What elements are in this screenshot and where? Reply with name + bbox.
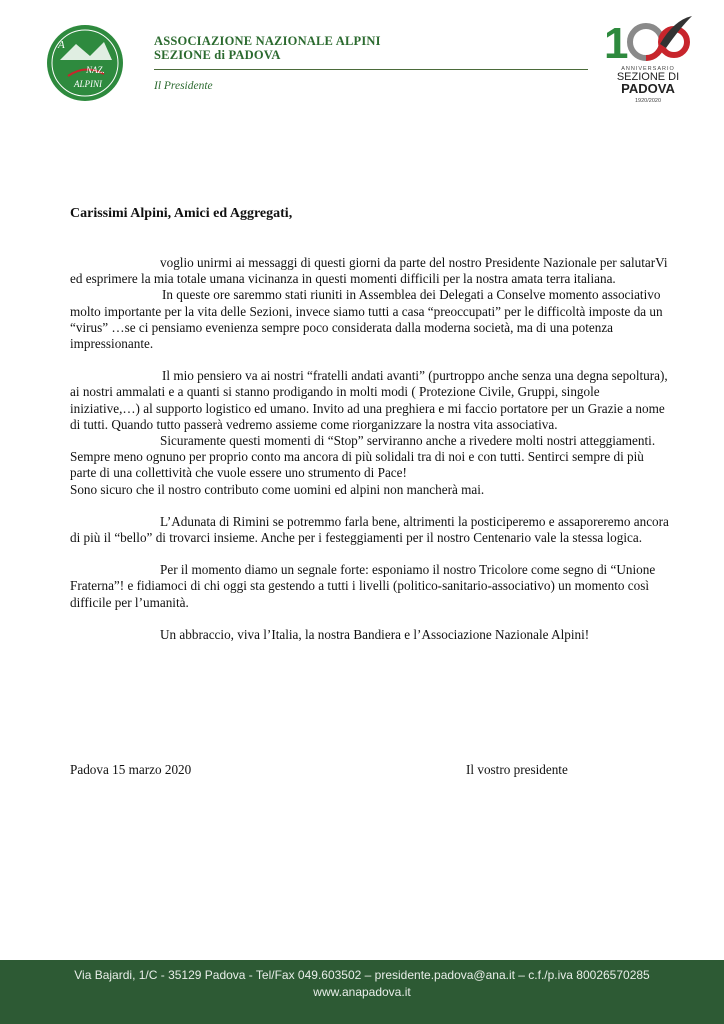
centenary-logo — [600, 14, 696, 106]
logo-letter-a: A — [58, 39, 65, 51]
centenary-emblem-icon — [600, 14, 696, 66]
sender-role: Il Presidente — [154, 80, 213, 92]
paragraph: L’Adunata di Rimini se potremmo farla bene, altrimenti la posticiperemo e assaporeremo ancora di più il “bello” di trovarci insieme. Anche per i festeggiamenti per il nostro Centenario vale la stessa logica. — [70, 513, 669, 546]
paragraph: Il mio pensiero va ai nostri “fratelli andati avanti” (purtroppo anche senza una degna sepoltura), ai nostri ammalati e a quanti si stanno prodigando in molti modi ( Protezione Civile, Gruppi, singole iniziative,…) al supporto logistico ed umano. Invito ad una preghiera e mi faccio portatore per un Grazie a nome di tutti. Quando tutto passerà vedremo assieme come riorganizzare la nostra vita associativa. — [70, 368, 668, 432]
years-label: 1920/2020 — [635, 98, 661, 104]
paragraph: Un abbraccio, viva l’Italia, la nostra Bandiera e l’Associazione Nazionale Alpini! — [160, 626, 590, 642]
org-line-1: ASSOCIAZIONE NAZIONALE ALPINI — [154, 34, 381, 48]
paragraph: Per il momento diamo un segnale forte: esponiamo il nostro Tricolore come segno di “Unione Fraterna”! e fidiamoci di chi oggi sta gestendo a tutti i livelli (politico-sanitario-associativo) un momento così difficile per l’umanità. — [70, 562, 656, 610]
paragraph-gap — [70, 611, 670, 627]
organization-name — [154, 34, 381, 62]
paragraph-gap — [70, 546, 670, 562]
paragraph: In queste ore saremmo stati riuniti in Assemblea dei Delegati a Conselve momento associativo molto importante per la vita delle Sezioni, invece siamo tutti a casa “preoccupati” per le difficoltà imposte da un “virus” …se ci pensiamo evenienza sempre poco considerata dalla moderna società, ma di una potenza impressionante. — [70, 287, 663, 352]
footer-address: Via Bajardi, 1/C - 35129 Padova - Tel/Fax 049.603502 – presidente.padova@ana.it – c.f./p.iva 80026570285 — [74, 968, 650, 982]
ana-emblem-icon — [46, 24, 124, 102]
footer-website-link[interactable]: www.anapadova.it — [313, 985, 411, 999]
padova-label: PADOVA — [621, 81, 675, 96]
place-date: Padova 15 marzo 2020 — [70, 762, 192, 777]
paragraph: Sicuramente questi momenti di “Stop” serviranno anche a rivedere molti nostri atteggiamenti. Sempre meno ognuno per proprio conto ma ancora di più solidali tra di noi e con tutti. Sentirci sempre di più parte di una collettività che vuole essere uno strumento di Pace! — [70, 433, 656, 481]
letter-salutation: Carissimi Alpini, Amici ed Aggregati, — [70, 206, 293, 221]
logo-alpini: ALPINI — [74, 79, 102, 89]
signature: Il vostro presidente — [466, 762, 568, 777]
paragraph-gap — [70, 498, 670, 514]
anniversary-label: ANNIVERSARIO — [621, 66, 675, 72]
logo-naz: NAZ. — [86, 65, 105, 75]
section-label: SEZIONE DI — [616, 71, 680, 83]
centenary-digit-one: 1 — [604, 19, 629, 66]
org-line-2: SEZIONE di PADOVA — [154, 48, 281, 62]
header-divider — [154, 69, 588, 70]
paragraph: Sono sicuro che il nostro contributo come uomini ed alpini non mancherà mai. — [70, 481, 485, 497]
paragraph: voglio unirmi ai messaggi di questi giorni da parte del nostro Presidente Nazionale per salutarVi ed esprimere la mia totale umana vicinanza in questi momenti difficili per la nostra amata terra italiana. — [70, 255, 668, 287]
ana-logo — [46, 24, 124, 102]
letter-body — [70, 255, 670, 643]
footer-band — [0, 960, 724, 1024]
paragraph-gap — [70, 352, 670, 368]
